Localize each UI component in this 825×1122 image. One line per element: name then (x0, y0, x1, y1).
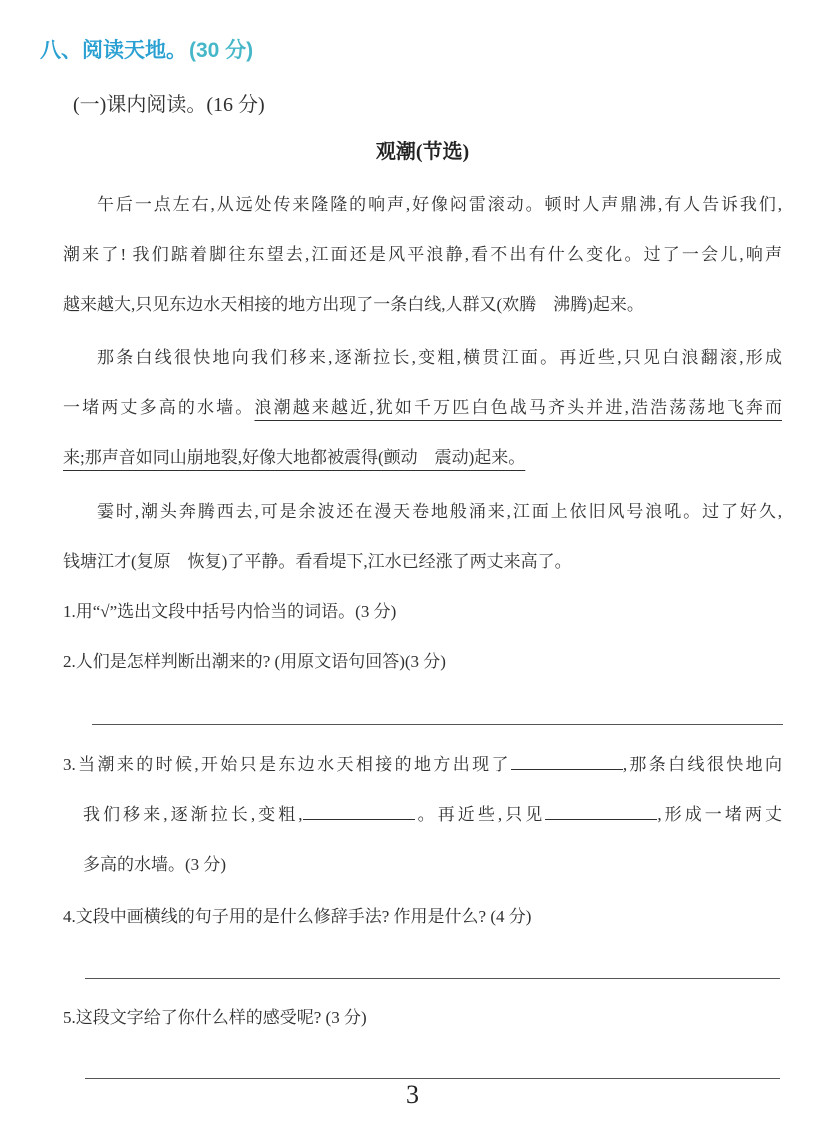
answer-blank (545, 805, 657, 820)
passage-line-p1-1: 午后一点左右,从远处传来隆隆的响声,好像闷雷滚动。顿时人声鼎沸,有人告诉我们, (97, 195, 782, 214)
question-3-line-2 (63, 790, 782, 840)
answer-line (85, 1078, 780, 1079)
question-1: 1.用“√”选出文段中括号内恰当的词语。(3 分) (63, 602, 397, 621)
passage-line-p3-2: 钱塘江才(复原 恢复)了平静。看看堤下,江水已经涨了两丈来高了。 (63, 552, 572, 571)
subsection-heading (73, 90, 265, 120)
page-number: 3 (406, 1080, 419, 1109)
question-5: 5.这段文字给了你什么样的感受呢? (3 分) (63, 1008, 367, 1027)
passage-line-p1-3: 越来越大,只见东边水天相接的地方出现了一条白线,人群又(欢腾 沸腾)起来。 (63, 295, 644, 314)
question-2: 2.人们是怎样判断出潮来的? (用原文语句回答)(3 分) (63, 652, 446, 671)
question-3-line-1 (63, 740, 782, 790)
passage-line-p2-2 (63, 383, 782, 433)
passage-text: 一堵两丈多高的水墙。 (63, 398, 255, 417)
underlined-sentence: 来;那声音如同山崩地裂,好像大地都被震得(颤动 震动)起来。 (63, 448, 526, 467)
passage-line-p2-1: 那条白线很快地向我们移来,逐渐拉长,变粗,横贯江面。再近些,只见白浪翻滚,形成 (97, 348, 782, 367)
passage-line-p3-1: 霎时,潮头奔腾西去,可是余波还在漫天卷地般涌来,江面上依旧风号浪吼。过了好久, (97, 502, 782, 521)
answer-line (92, 724, 783, 725)
section-title: 八、阅读天地。 (40, 39, 187, 62)
question-4: 4.文段中画横线的句子用的是什么修辞手法? 作用是什么? (4 分) (63, 907, 532, 926)
question-text: ,形成一堵两丈 (657, 805, 783, 824)
answer-blank (303, 805, 415, 820)
answer-line (85, 978, 780, 979)
question-text: 3.当潮来的时候,开始只是东边水天相接的地方出现了 (63, 755, 511, 774)
section-score: (30 分) (189, 39, 254, 62)
subsection-label: (一)课内阅读。 (73, 94, 207, 116)
question-text: 。再近些,只见 (414, 805, 546, 824)
underlined-sentence: 浪潮越来越近,犹如千万匹白色战马齐头并进,浩浩荡荡地飞奔而 (254, 398, 783, 417)
passage-title: 观潮(节选) (375, 141, 470, 163)
question-text: ,那条白线很快地向 (622, 755, 782, 774)
section-header (40, 36, 253, 66)
passage-line-p1-2: 潮来了! 我们踮着脚往东望去,江面还是风平浪静,看不出有什么变化。过了一会儿,响声 (63, 245, 782, 264)
passage-line-p2-3 (63, 433, 782, 483)
question-3-line-3: 多高的水墙。(3 分) (83, 855, 227, 874)
answer-blank (511, 755, 623, 770)
subsection-score: (16 分) (206, 94, 265, 116)
question-text: 我们移来,逐渐拉长,变粗, (83, 805, 303, 824)
